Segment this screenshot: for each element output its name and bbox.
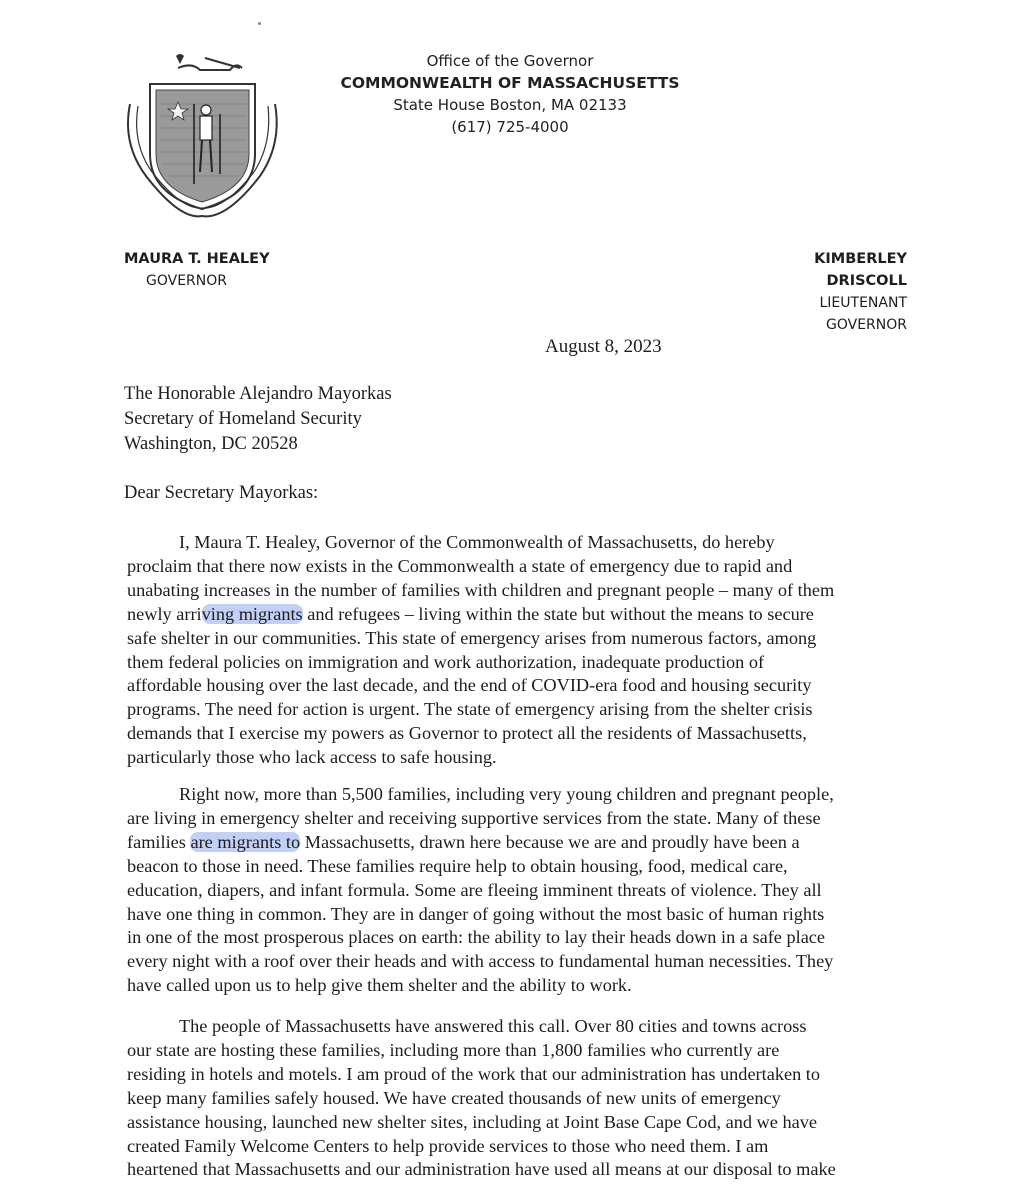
office-letterhead (330, 50, 690, 138)
paragraph-line (127, 831, 922, 855)
paragraph-line (127, 603, 922, 627)
highlighted-text: ving migrants (201, 603, 303, 624)
paragraph-line: beacon to those in need. These families require help to obtain housing, food, medical care, (127, 855, 788, 876)
salutation: Dear Secretary Mayorkas: (124, 483, 319, 503)
paragraph-line: I, Maura T. Healey, Governor of the Commonwealth of Massachusetts, do hereby (179, 532, 775, 552)
paragraph-line: our state are hosting these families, including more than 1,800 families who currently are (127, 1039, 780, 1060)
paragraph-line: safe shelter in our communities. This state of emergency arises from numerous factors, among (127, 627, 817, 648)
recipient-line: The Honorable Alejandro Mayorkas (124, 384, 392, 404)
scan-speck (258, 22, 261, 25)
lt-governor-name: KIMBERLEY DRISCOLL (814, 251, 907, 289)
paragraph-line: Right now, more than 5,500 families, including very young children and pregnant people, (179, 784, 834, 804)
paragraph-line: programs. The need for action is urgent. The state of emergency arising from the shelter crisis (127, 699, 813, 720)
office-address: State House Boston, MA 02133 (393, 96, 627, 114)
governor-block (124, 248, 270, 292)
paragraph-line: affordable housing over the last decade, and the end of COVID-era food and housing security (127, 675, 812, 696)
paragraph-line: are living in emergency shelter and receiving supportive services from the state. Many of these (127, 807, 821, 828)
recipient-line: Secretary of Homeland Security (124, 409, 362, 429)
paragraph-1 (127, 531, 922, 770)
paragraph-line: The people of Massachusetts have answered this call. Over 80 cities and towns across (179, 1016, 807, 1036)
lt-governor-title: LIEUTENANT GOVERNOR (819, 295, 907, 333)
paragraph-line: assistance housing, launched new shelter sites, including at Joint Base Cape Cod, and we have (127, 1111, 817, 1132)
paragraph-line: keep many families safely housed. We have created thousands of new units of emergency (127, 1087, 781, 1108)
massachusetts-seal-icon (120, 44, 285, 224)
paragraph-line: have one thing in common. They are in danger of going without the most basic of human rights (127, 903, 825, 924)
recipient-address (124, 382, 392, 457)
lt-governor-block (735, 248, 907, 336)
paragraph-line: demands that I exercise my powers as Governor to protect all the residents of Massachusetts, (127, 723, 807, 744)
line-segment: families (127, 831, 191, 852)
office-phone: (617) 725-4000 (451, 118, 569, 136)
letter-date: August 8, 2023 (545, 336, 662, 357)
governor-name: MAURA T. HEALEY (124, 251, 270, 267)
line-segment: Massachusetts, drawn here because we are and proudly have been a (300, 831, 800, 852)
paragraph-line: residing in hotels and motels. I am proud of the work that our administration has undertaken to (127, 1063, 821, 1084)
paragraph-line: in one of the most prosperous places on earth: the ability to lay their heads down in a safe place (127, 927, 826, 948)
highlighted-text: are migrants to (190, 831, 301, 852)
paragraph-2 (127, 783, 922, 998)
paragraph-line: unabating increases in the number of families with children and pregnant people – many of them (127, 579, 835, 600)
governor-title: GOVERNOR (146, 273, 227, 289)
line-segment: newly arri (127, 603, 202, 624)
paragraph-line: heartened that Massachusetts and our administration have used all means at our disposal to make (127, 1159, 836, 1180)
paragraph-line: particularly those who lack access to safe housing. (127, 747, 497, 768)
recipient-line: Washington, DC 20528 (124, 434, 298, 454)
paragraph-line: proclaim that there now exists in the Commonwealth a state of emergency due to rapid and (127, 555, 793, 576)
paragraph-line: created Family Welcome Centers to help provide services to those who need them. I am (127, 1135, 769, 1156)
line-segment: and refugees – living within the state but without the means to secure (302, 603, 814, 624)
office-title: Office of the Governor (426, 52, 594, 70)
commonwealth-title: COMMONWEALTH OF MASSACHUSETTS (340, 74, 680, 92)
paragraph-line: have called upon us to help give them shelter and the ability to work. (127, 975, 632, 996)
paragraph-line: them federal policies on immigration and work authorization, inadequate production of (127, 651, 765, 672)
paragraph-3 (127, 1015, 922, 1182)
paragraph-line: every night with a roof over their heads and with access to fundamental human necessities. They (127, 951, 834, 972)
paragraph-line: education, diapers, and infant formula. Some are fleeing imminent threats of violence. They all (127, 879, 822, 900)
